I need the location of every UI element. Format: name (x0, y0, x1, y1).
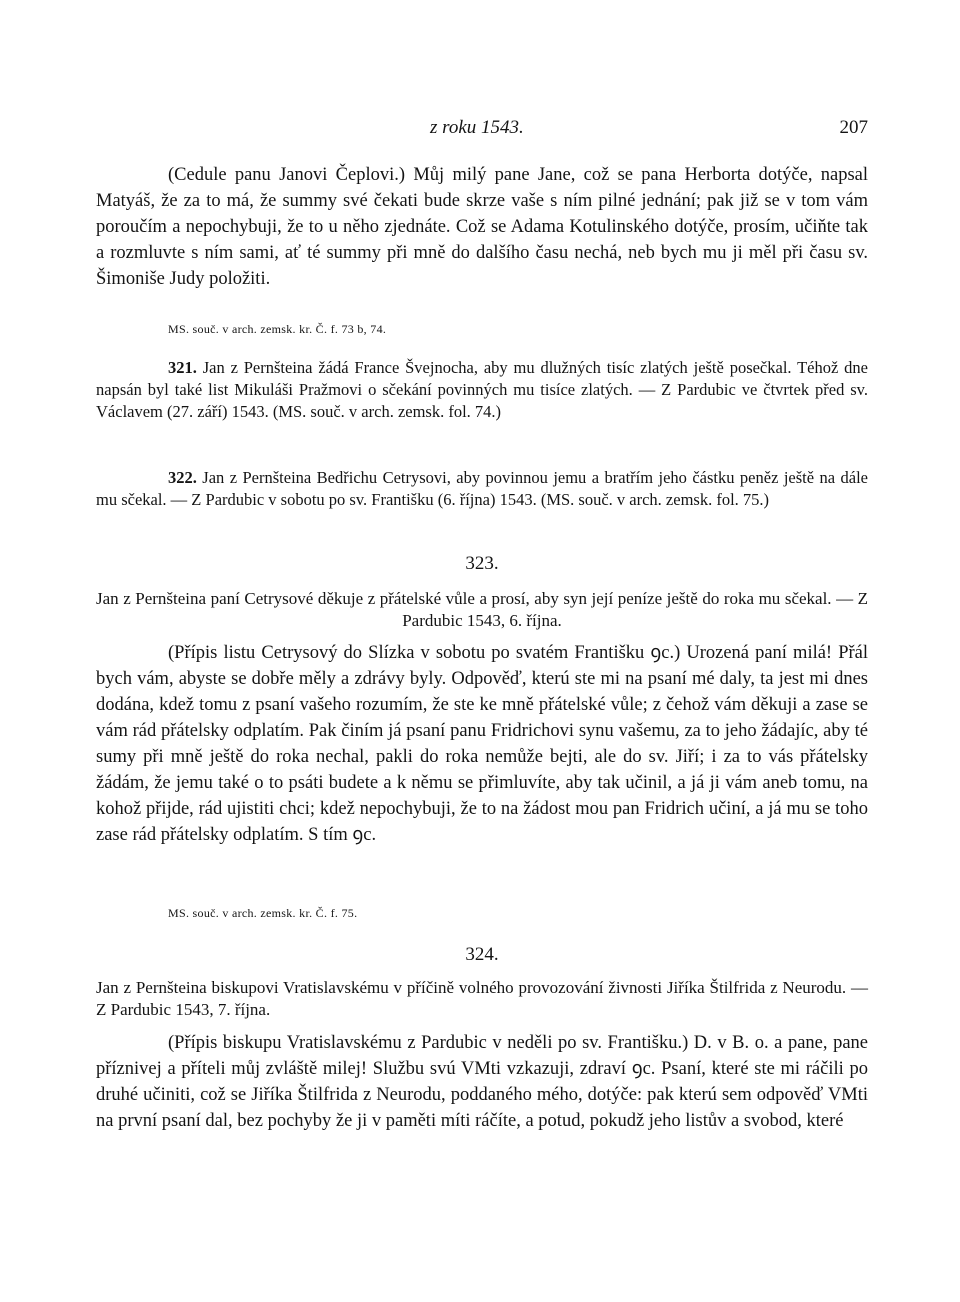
source-note-323: MS. souč. v arch. zemsk. kr. Č. f. 75. (168, 906, 358, 920)
letter-323 (96, 640, 868, 848)
source-note-1: MS. souč. v arch. zemsk. kr. Č. f. 73 b, 74. (168, 322, 387, 336)
letter-continuation-text: (Cedule panu Janovi Čeplovi.) Můj milý pane Jane, což se pana Herborta dotýče, napsal Matyáš, že za to má, že summy své čekati bude skrze vaše s ním pilné jednání; pak již se v tom vám poroučím a nepochybuji, že to u něho zjednáte. Což se Adama Kotulinského dotýče, prosím, učiňte tak a rozmluvte s ním sami, ať té summy při mně do dalšího času nechá, neb bych mu ji měl při času sv. Šimoniše Judy položiti. (96, 165, 868, 289)
document-number-324: 324. (465, 944, 499, 965)
letter-324-text: (Přípis biskupu Vratislavskému z Pardubic v neděli po sv. Františku.) D. v B. o. a pane, pane příznivej a příteli můj zvláště milej! Službu svú VMti vzkazuji, zdraví ꝯc. Psaní, které ste mi ráčili po druhé učiniti, což se Jiříka Štilfrida z Neurodu, poddaného mého, dotýče: pak kterú sem odpověď VMti na první psaní dal, bez pochyby že ji v paměti míti ráčíte, a potud, pokudž jeho listův a svobod, které (96, 1033, 868, 1131)
summary-323-text: Jan z Pernšteina paní Cetrysové děkuje z přátelské vůle a prosí, aby syn její peníze ještě do roka mu sčekal. — Z Pardubic 1543, 6. října. (96, 589, 868, 630)
letter-continuation (96, 162, 868, 292)
document-page (96, 0, 868, 1302)
regest-321-number: 321. (168, 358, 197, 377)
document-number-323: 323. (465, 553, 499, 574)
regest-321-text: Jan z Pernšteina žádá France Švejnocha, aby mu dlužných tisíc zlatých ještě posečkal. Téhož dne napsán byl také list Mikuláši Pražmovi o sčekání povinných mu tisíce zlatých. — Z Pardubic ve čtvrtek před sv. Václavem (27. září) 1543. (MS. souč. v arch. zemsk. fol. 74.) (96, 358, 868, 421)
letter-323-text: (Přípis listu Cetrysový do Slízka v sobotu po svatém Františku ꝯc.) Urozená paní milá! Přál bych vám, abyste se dobře měly a zdrávy byly. Odpověď, kterú ste mi na psaní mé daly, ta jest mi dnes dodána, kdež tomu z psaní vašeho rozumím, že ste ke mně přátelské vůle; z čehož vám děkuji a zase se vám rád přátelsky odplatím. Pak činím já psaní panu Fridrichovi synu vašemu, za to jeho žádajíc, aby té sumy při mně ještě do roka nechal, pakli do roka nemůže bejti, ale do sv. Jiří; i za to vás přátelsky žádám, že jemu také o to psáti budete a k němu se přimluvíte, aby tak učinil, a já ji vám aneb tomu, na kohož přijde, rád ujistiti chci; kdež nepochybuji, že to na žádost mou pan Fridrich učiní, a já mu se toho zase rád přátelsky odplatím. S tím ꝯc. (96, 643, 868, 845)
summary-324 (96, 977, 868, 1021)
page-header (96, 117, 868, 147)
regest-322-text: Jan z Pernšteina Bedřichu Cetrysovi, aby povinnou jemu a bratřím jeho částku peněz ještě na dále mu sčekal. — Z Pardubic v sobotu po sv. Františku (6. října) 1543. (MS. souč. v arch. zemsk. fol. 75.) (96, 468, 868, 509)
running-title: z roku 1543. (430, 117, 524, 138)
summary-323 (96, 588, 868, 632)
regest-322 (96, 467, 868, 511)
page-number: 207 (839, 117, 868, 138)
regest-322-number: 322. (168, 468, 197, 487)
regest-321 (96, 357, 868, 423)
summary-324-text: Jan z Pernšteina biskupovi Vratislavskému v příčině volného provozování živnosti Jiříka Štilfrida z Neurodu. — Z Pardubic 1543, 7. října. (96, 978, 868, 1019)
letter-324 (96, 1030, 868, 1134)
